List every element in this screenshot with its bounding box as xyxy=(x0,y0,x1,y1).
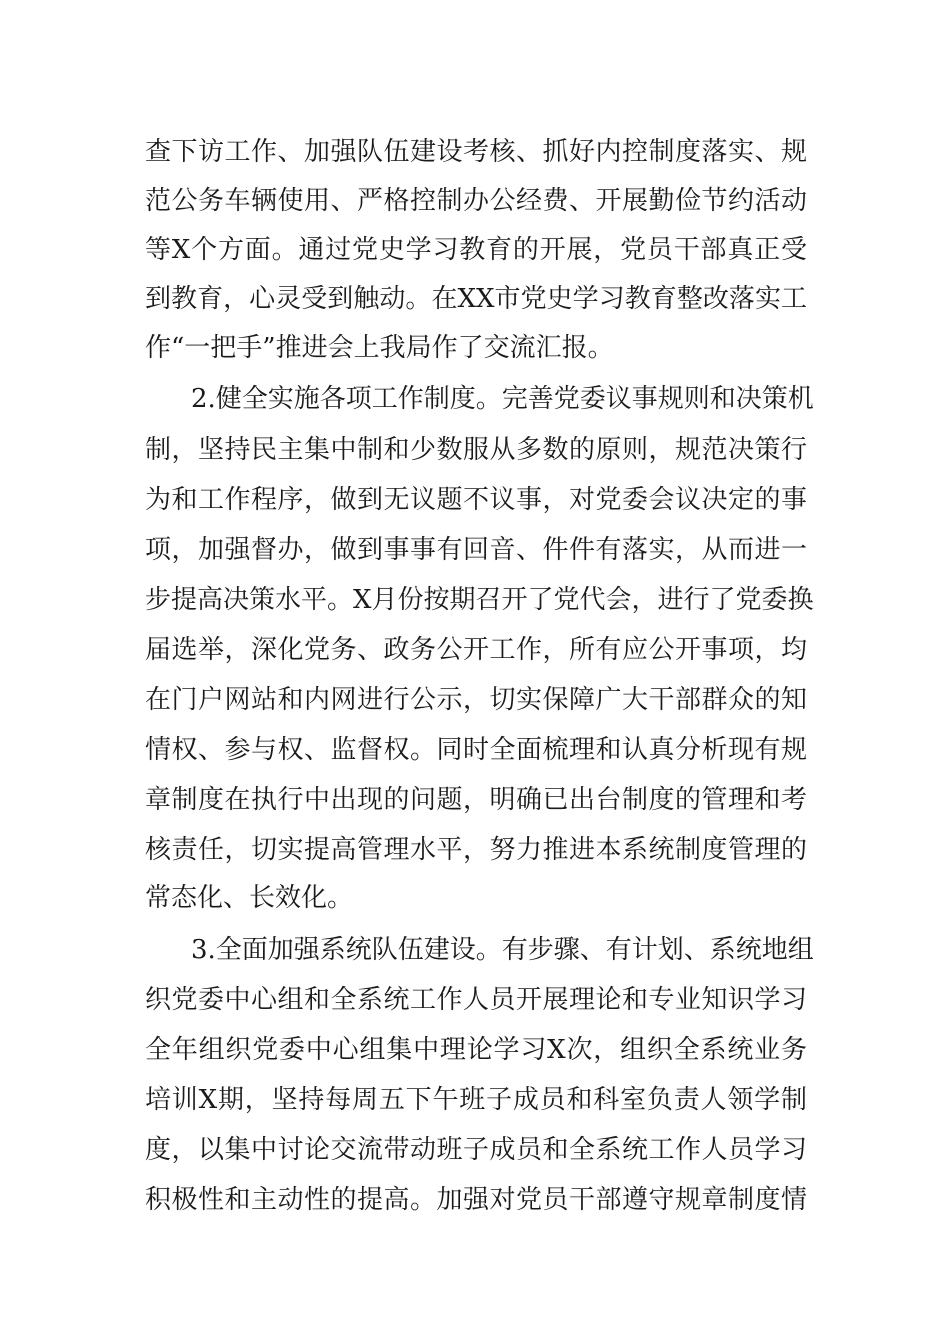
text-line-9: 项，加强督办，做到事事有回音、件件有落实，从而进一 xyxy=(145,535,807,565)
paragraph-3-heading-line: 3.全面加强系统队伍建设。有步骤、有计划、系统地组 xyxy=(191,935,814,965)
text-line-18: 织党委中心组和全系统工作人员开展理论和专业知识学习 xyxy=(145,985,807,1015)
text-line-15: 核责任，切实提高管理水平，努力推进本系统制度管理的 xyxy=(145,835,807,865)
text-line-20: 培训X期，坚持每周五下午班子成员和科室负责人领学制 xyxy=(145,1085,807,1115)
text-line-22: 积极性和主动性的提高。加强对党员干部遵守规章制度情 xyxy=(145,1185,807,1215)
text-line-10: 步提高决策水平。X月份按期召开了党代会，进行了党委换 xyxy=(145,585,814,615)
text-line-13: 情权、参与权、监督权。同时全面梳理和认真分析现有规 xyxy=(145,735,807,765)
text-line-12: 在门户网站和内网进行公示，切实保障广大干部群众的知 xyxy=(145,685,807,715)
text-line-7: 制，坚持民主集中制和少数服从多数的原则，规范决策行 xyxy=(145,435,807,465)
paragraph-2-heading-line: 2.健全实施各项工作制度。完善党委议事规则和决策机 xyxy=(191,384,814,414)
text-line-21: 度，以集中讨论交流带动班子成员和全系统工作人员学习 xyxy=(145,1135,807,1165)
text-line-5: 作“一把手”推进会上我局作了交流汇报。 xyxy=(145,333,614,363)
text-line-3: 等X个方面。通过党史学习教育的开展，党员干部真正受 xyxy=(145,235,807,265)
text-line-8: 为和工作程序，做到无议题不议事，对党委会议决定的事 xyxy=(145,485,807,515)
text-line-16: 常态化、长效化。 xyxy=(145,883,354,913)
text-line-1: 查下访工作、加强队伍建设考核、抓好内控制度落实、规 xyxy=(145,137,807,167)
text-line-4: 到教育，心灵受到触动。在XX市党史学习教育整改落实工 xyxy=(145,284,807,314)
text-line-11: 届选举，深化党务、政务公开工作，所有应公开事项，均 xyxy=(145,635,807,665)
text-line-2: 范公务车辆使用、严格控制办公经费、开展勤俭节约活动 xyxy=(145,186,807,216)
text-line-14: 章制度在执行中出现的问题，明确已出台制度的管理和考 xyxy=(145,785,807,815)
text-line-19: 全年组织党委中心组集中理论学习X次，组织全系统业务 xyxy=(145,1035,807,1065)
